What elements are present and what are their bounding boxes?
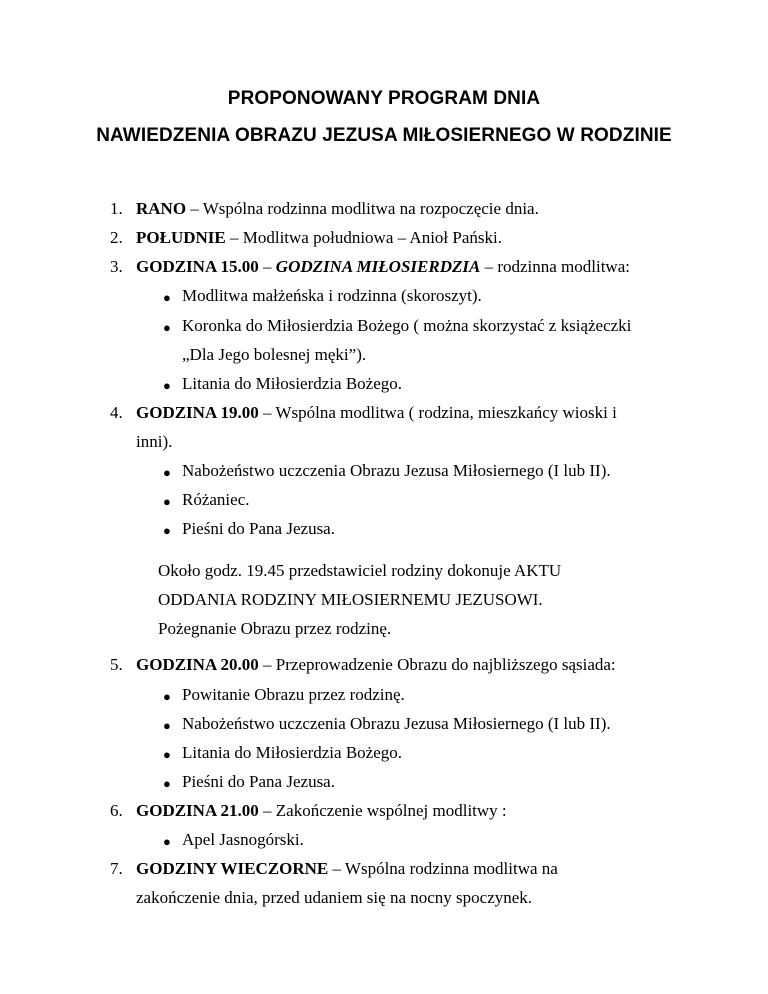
bullet-icon: ● [163, 494, 171, 509]
list-item [136, 403, 617, 423]
item-text: – Modlitwa południowa – Anioł Pański. [225, 228, 502, 247]
note-line: Pożegnanie Obrazu przez rodzinę. [158, 619, 392, 638]
bullet-item: Pieśni do Pana Jezusa. [182, 519, 335, 538]
bullet-item: Apel Jasnogórski. [182, 830, 304, 849]
list-item [136, 859, 558, 879]
bullet-item-continuation: „Dla Jego bolesnej męki”). [182, 345, 367, 364]
item-heading: GODZINA 21.00 [136, 801, 259, 820]
bullet-item: Powitanie Obrazu przez rodzinę. [182, 685, 405, 704]
list-item [136, 801, 507, 821]
item-heading: RANO [136, 199, 187, 218]
list-item-continuation: inni). [136, 432, 173, 451]
bullet-item: Różaniec. [182, 490, 250, 509]
item-heading: GODZINA 15.00 [136, 257, 259, 276]
item-number: 3. [110, 257, 123, 276]
bullet-icon: ● [163, 378, 171, 393]
item-number: 7. [110, 859, 123, 878]
item-text: – Wspólna rodzinna modlitwa na [328, 859, 558, 878]
bullet-item: Litania do Miłosierdzia Bożego. [182, 374, 402, 393]
list-item [136, 655, 616, 675]
bullet-icon: ● [163, 320, 171, 335]
note-line: Około godz. 19.45 przedstawiciel rodziny dokonuje AKTU [158, 561, 562, 580]
item-number: 4. [110, 403, 123, 422]
item-heading: GODZINY WIECZORNE [136, 859, 329, 878]
bullet-icon: ● [163, 718, 171, 733]
item-text: – Zakończenie wspólnej modlitwy : [258, 801, 507, 820]
item-heading: GODZINA 20.00 [136, 655, 259, 674]
list-item-continuation: zakończenie dnia, przed udaniem się na nocny spoczynek. [136, 888, 533, 907]
bullet-icon: ● [163, 523, 171, 538]
item-text: – [258, 257, 276, 276]
bullet-icon: ● [163, 465, 171, 480]
document-title: PROPONOWANY PROGRAM DNIA [227, 88, 541, 109]
item-number: 5. [110, 655, 123, 674]
bullet-icon: ● [163, 290, 171, 305]
bullet-item: Modlitwa małżeńska i rodzinna (skoroszyt). [182, 286, 482, 305]
note-line: ODDANIA RODZINY MIŁOSIERNEMU JEZUSOWI. [158, 590, 543, 609]
item-heading: POŁUDNIE [136, 228, 226, 247]
item-text: – Wspólna rodzinna modlitwa na rozpoczęcie dnia. [186, 199, 539, 218]
item-text: – Wspólna modlitwa ( rodzina, mieszkańcy wioski i [258, 403, 617, 422]
list-item [136, 199, 539, 219]
item-number: 1. [110, 199, 123, 218]
bullet-icon: ● [163, 689, 171, 704]
bullet-icon: ● [163, 834, 171, 849]
item-number: 6. [110, 801, 123, 820]
bullet-item: Litania do Miłosierdzia Bożego. [182, 743, 402, 762]
bullet-icon: ● [163, 776, 171, 791]
item-heading: GODZINA 19.00 [136, 403, 259, 422]
bullet-item: Nabożeństwo uczczenia Obrazu Jezusa Miłosiernego (I lub II). [182, 461, 611, 480]
list-item [136, 257, 630, 277]
bullet-item: Nabożeństwo uczczenia Obrazu Jezusa Miłosiernego (I lub II). [182, 714, 611, 733]
item-emphasis: GODZINA MIŁOSIERDZIA [275, 257, 481, 276]
document-subtitle: NAWIEDZENIA OBRAZU JEZUSA MIŁOSIERNEGO W RODZINIE [96, 125, 672, 146]
item-number: 2. [110, 228, 123, 247]
list-item [136, 228, 502, 248]
bullet-item: Koronka do Miłosierdzia Bożego ( można skorzystać z książeczki [182, 316, 632, 335]
bullet-item: Pieśni do Pana Jezusa. [182, 772, 335, 791]
item-text: – Przeprowadzenie Obrazu do najbliższego sąsiada: [258, 655, 616, 674]
item-text: – rodzinna modlitwa: [480, 257, 630, 276]
bullet-icon: ● [163, 747, 171, 762]
